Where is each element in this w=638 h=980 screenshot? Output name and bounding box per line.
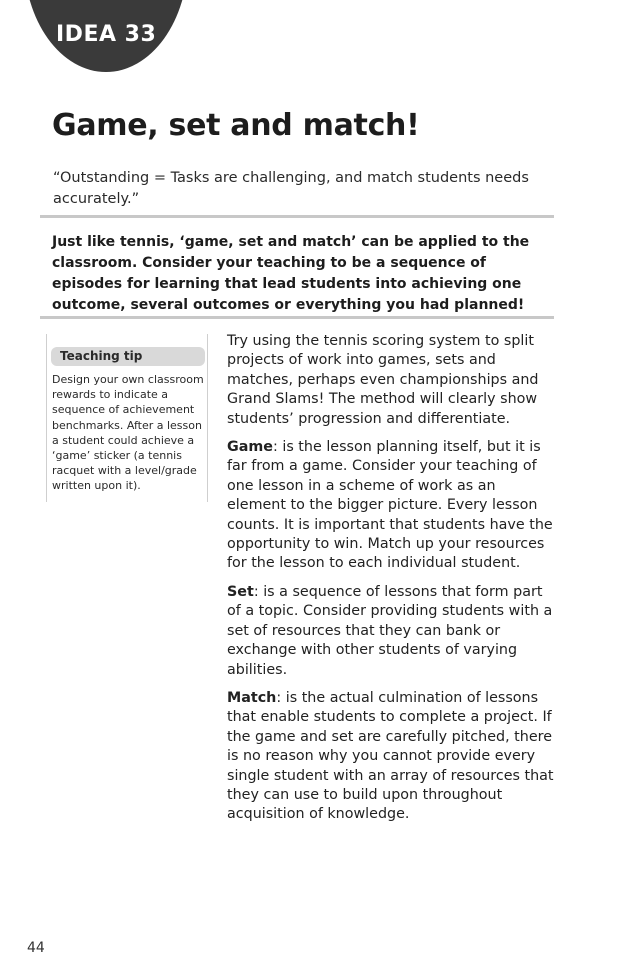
body-column: [227, 332, 557, 834]
intro-summary: Just like tennis, ‘game, set and match’ can be applied to the classroom. Consider your teaching to be a sequence of episodes for learning that lead students into achieving one outcome, several outcomes or everything you had planned!: [52, 234, 530, 313]
idea-label: IDEA 33: [56, 22, 157, 47]
body-paragraph-intro: Try using the tennis scoring system to split projects of work into games, sets and matches, perhaps even championships and Grand Slams! The method will clearly show students’ progression and differentiate.: [227, 333, 539, 427]
term-set: Set: [227, 583, 254, 600]
game-description: : is the lesson planning itself, but it is far from a game. Consider your teaching of one lesson in a scheme of work as an element to the bigger picture. Every lesson counts. It is important that students have the opportunity to win. Match up your resources for the lesson to each individual student.: [227, 439, 553, 572]
page-title: Game, set and match!: [52, 108, 420, 143]
divider-bottom: [40, 316, 554, 319]
teaching-tip-heading: Teaching tip: [60, 349, 143, 363]
body-paragraph-set: [227, 583, 557, 680]
body-paragraph-match: [227, 689, 557, 825]
body-paragraph-game: [227, 438, 557, 574]
term-game: Game: [227, 439, 273, 456]
page-number: 44: [27, 940, 45, 956]
teaching-tip-text: Design your own classroom rewards to indicate a sequence of achievement benchmarks. After a lesson a student could achieve a ‘game’ sticker (a tennis racquet with a level/grade written upon it).: [52, 373, 204, 493]
match-description: : is the actual culmination of lessons that enable students to complete a project. If the game and set are carefully pitched, there is no reason why you cannot provide every single student with an array of resources that they can use to build upon throughout acquisition of knowledge.: [227, 689, 554, 823]
set-description: : is a sequence of lessons that form part of a topic. Consider providing students with a set of resources that they can bank or exchange with other students of varying abilities.: [227, 583, 553, 678]
teaching-tip-header: [51, 347, 205, 366]
term-match: Match: [227, 689, 277, 706]
ofsted-quote: “Outstanding = Tasks are challenging, and match students needs accurately.”: [53, 170, 529, 207]
divider-top: [40, 215, 554, 218]
